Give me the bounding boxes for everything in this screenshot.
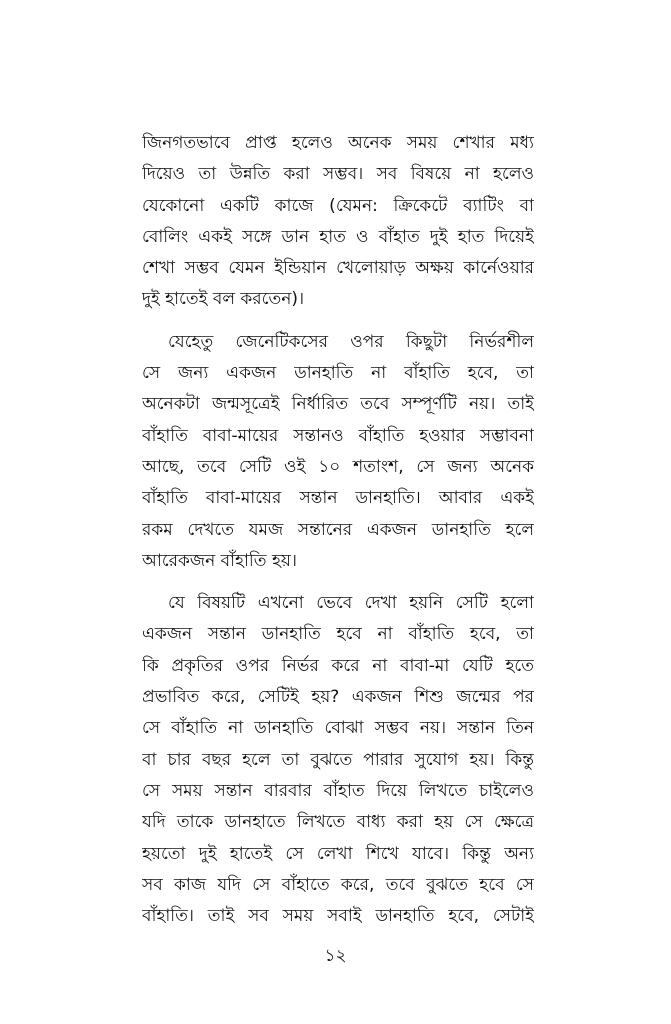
paragraph-3 [142,588,534,932]
text-line: দুই হাতেই বল করতেন)। [142,289,305,310]
paragraph-1 [142,128,534,316]
text-line: বাঁহাতি বাবা-মায়ের সন্তান ডানহাতি। আবার একই [142,488,534,509]
text-line: বাঁহাতি। তাই সব সময় সবাই ডানহাতি হবে, সেটাই [142,906,534,927]
text-line: শেখা সম্ভব যেমন ইন্ডিয়ান খেলোয়াড় অক্ষয় কার্নেওয়ার [142,258,534,279]
page-number: ১২ [324,946,347,966]
text-line: সব কাজ যদি সে বাঁহাতে করে, তবে বুঝতে হবে সে [142,874,534,895]
text-line: জিনগতভাবে প্রাপ্ত হলেও অনেক সময় শেখার মধ্য [142,133,534,153]
text-line: সে জন্য একজন ডানহাতি না বাঁহাতি হবে, তা [142,363,534,384]
text-line: দিয়েও তা উন্নতি করা সম্ভব। সব বিষয়ে না হলেও [142,164,534,185]
text-line: সে সময় সন্তান বারবার বাঁহাত দিয়ে লিখতে চাইলেও [142,780,534,801]
text-line: হয়তো দুই হাতেই সে লেখা শিখে যাবে। কিন্তু অন্য [142,843,534,864]
text-line: অনেকটা জন্মসূত্রেই নির্ধারিত তবে সম্পূর্ণটি নয়। তাই [142,394,534,415]
text-line: সে বাঁহাতি না ডানহাতি বোঝা সম্ভব নয়। সন্তান তিন [142,718,534,739]
text-line: আছে, তবে সেটি ওই ১০ শতাংশ, সে জন্য অনেক [142,456,534,477]
paragraph-2 [142,327,534,577]
text-line: আরেকজন বাঁহাতি হয়। [142,550,297,571]
page-body [142,128,534,932]
text-line: যেহেতু জেনেটিকসের ওপর কিছুটা নির্ভরশীল [168,331,534,352]
text-line: রকম দেখতে যমজ সন্তানের একজন ডানহাতি হলে [142,519,534,540]
text-line: একজন সন্তান ডানহাতি হবে না বাঁহাতি হবে, তা [142,624,534,645]
text-line: বাঁহাতি বাবা-মায়ের সন্তানও বাঁহাতি হওয়ার সম্ভাবনা [142,425,534,446]
text-line: কি প্রকৃতির ওপর নির্ভর করে না বাবা-মা যেটি হতে [142,655,534,676]
text-line: যদি তাকে ডানহাতে লিখতে বাধ্য করা হয় সে ক্ষেত্রে [142,812,534,833]
text-line: বা চার বছর হলে তা বুঝতে পারার সুযোগ হয়। কিন্তু [142,749,534,770]
text-line: প্রভাবিত করে, সেটিই হয়? একজন শিশু জন্মের পর [142,687,534,708]
text-line: যেকোনো একটি কাজে (যেমন: ক্রিকেটে ব্যাটিং বা [142,195,534,216]
text-line: যে বিষয়টি এখনো ভেবে দেখা হয়নি সেটি হলো [168,593,534,614]
text-line: বোলিং একই সঙ্গে ডান হাত ও বাঁহাত দুই হাত দিয়েই [142,226,534,247]
